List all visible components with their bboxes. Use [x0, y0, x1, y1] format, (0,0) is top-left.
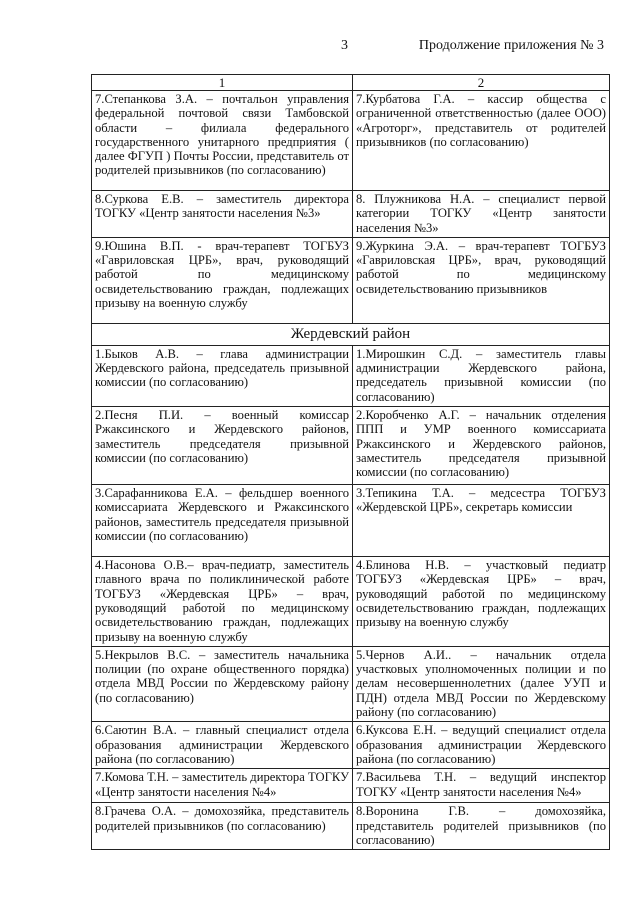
cell-text: 3.Сарафанникова Е.А. – фельдшер военного комиссариата Жердевского и Ржаксинского районов, заместитель председателя призывной комиссии (по согласованию) [95, 486, 349, 543]
table-row [92, 91, 610, 191]
table-cell [92, 557, 353, 647]
cell-text: 8.Суркова Е.В. – заместитель директора ТОГКУ «Центр занятости населения №3» [95, 192, 349, 221]
table-cell [92, 722, 353, 769]
table-cell [353, 769, 610, 803]
table-row [92, 407, 610, 485]
column-header-1: 1 [92, 75, 353, 91]
cell-text: 4.Блинова Н.В. – участковый педиатр ТОГБУЗ «Жердевская ЦРБ» – врач, руководящий работой по медицинскому освидетельствованию граждан, подлежащих призыву на военную службу [356, 558, 606, 630]
cell-text: 5.Некрылов В.С. – заместитель начальника полиции (по охране общественного порядка) отдела МВД России по Жердевскому району (по согласованию) [95, 647, 349, 705]
table-row [92, 646, 610, 721]
table-cell [353, 485, 610, 557]
table-row [92, 722, 610, 769]
table-cell [353, 407, 610, 485]
table-row [92, 557, 610, 647]
table-row [92, 237, 610, 323]
table-row [92, 191, 610, 238]
table-cell [92, 803, 353, 850]
table-cell [353, 91, 610, 191]
table-cell [92, 91, 353, 191]
cell-text: 6.Куксова Е.Н. – ведущий специалист отдела образования администрации Жердевского района (по согласованию) [356, 723, 606, 766]
table-cell [92, 191, 353, 238]
cell-text: 3.Тепикина Т.А. – медсестра ТОГБУЗ «Жердевской ЦРБ», секретарь комиссии [356, 486, 606, 515]
cell-text: 6.Саютин В.А. – главный специалист отдела образования администрации Жердевского района (по согласованию) [95, 723, 349, 766]
region-title: Жердевский район [92, 323, 610, 345]
table-cell [353, 237, 610, 323]
table-cell [92, 407, 353, 485]
cell-text: 1.Мирошкин С.Д. – заместитель главы администрации Жердевского района, председатель призывной комиссии (по согласованию) [356, 346, 606, 404]
region-row [92, 323, 610, 345]
table-header-row [92, 75, 610, 91]
table-row [92, 485, 610, 557]
cell-text: 1.Быков А.В. – глава администрации Жердевского района, председатель призывной комиссии (по согласованию) [95, 346, 349, 390]
column-header-2: 2 [353, 75, 610, 91]
table-cell [92, 646, 353, 721]
cell-text: 5.Чернов А.И.. – начальник отдела участковых уполномоченных полиции и по делам несовершеннолетних (далее УУП и ПДН) отдела МВД России по Жердевскому району (по согласованию) [356, 647, 606, 720]
cell-text: 9.Журкина Э.А. – врач-терапевт ТОГБУЗ «Гавриловская ЦРБ», врач, руководящий работой по медицинскому освидетельствованию призывников [356, 238, 606, 296]
table-row [92, 345, 610, 406]
cell-text: 7.Васильева Т.Н. – ведущий инспектор ТОГКУ «Центр занятости населения №4» [356, 770, 606, 799]
table-cell [92, 237, 353, 323]
cell-text: 8.Воронина Г.В. – домохозяйка, представитель родителей призывников (по согласованию) [356, 804, 606, 847]
table-row [92, 769, 610, 803]
table-cell [92, 345, 353, 406]
cell-text: 4.Насонова О.В.– врач-педиатр, заместитель главного врача по поликлинической работе ТОГБУЗ «Жердевская ЦРБ» – врач, руководящий работой по медицинскому освидетельствованию граждан, подлежащих призыву на военную службу [95, 558, 349, 644]
table-cell [353, 722, 610, 769]
table-row [92, 803, 610, 850]
cell-text: 7.Степанкова З.А. – почтальон управления федеральной почтовой связи Тамбовской области – филиала федерального государственного унитарного предприятия ( далее ФГУП ) Почты России, представитель от родителей призывников (по согласованию) [95, 92, 349, 178]
cell-text: 8. Плужникова Н.А. – специалист первой категории ТОГКУ «Центр занятости населения №3» [356, 192, 606, 235]
table-cell [353, 557, 610, 647]
cell-text: 9.Юшина В.П. - врач-терапевт ТОГБУЗ «Гавриловская ЦРБ», врач, руководящий работой по медицинскому освидетельствованию граждан, подлежащих призыву на военную службу [95, 238, 349, 311]
table-cell [92, 485, 353, 557]
page-number: 3 [341, 38, 348, 53]
appendix-note: Продолжение приложения № 3 [418, 38, 604, 53]
cell-text: 8.Грачева О.А. – домохозяйка, представитель родителей призывников (по согласованию) [95, 804, 349, 833]
cell-text: 7.Комова Т.Н. – заместитель директора ТОГКУ «Центр занятости населения №4» [95, 770, 349, 799]
cell-text: 7.Курбатова Г.А. – кассир общества с ограниченной ответственностью (далее ООО) «Агроторг», представитель от родителей призывников (по согласованию) [356, 92, 606, 149]
table-cell [353, 191, 610, 238]
table-cell [353, 345, 610, 406]
table-cell [353, 646, 610, 721]
cell-text: 2.Коробченко А.Г. – начальник отделения ППП и УМР военного комиссариата Ржаксинского и Жердевского районов, заместитель председателя призывной комиссии (по согласованию) [356, 408, 606, 480]
table-cell [92, 769, 353, 803]
commission-table [91, 74, 610, 850]
table-cell [353, 803, 610, 850]
cell-text: 2.Песня П.И. – военный комиссар Ржаксинского и Жердевского районов, заместитель председателя призывной комиссии (по согласованию) [95, 408, 349, 465]
